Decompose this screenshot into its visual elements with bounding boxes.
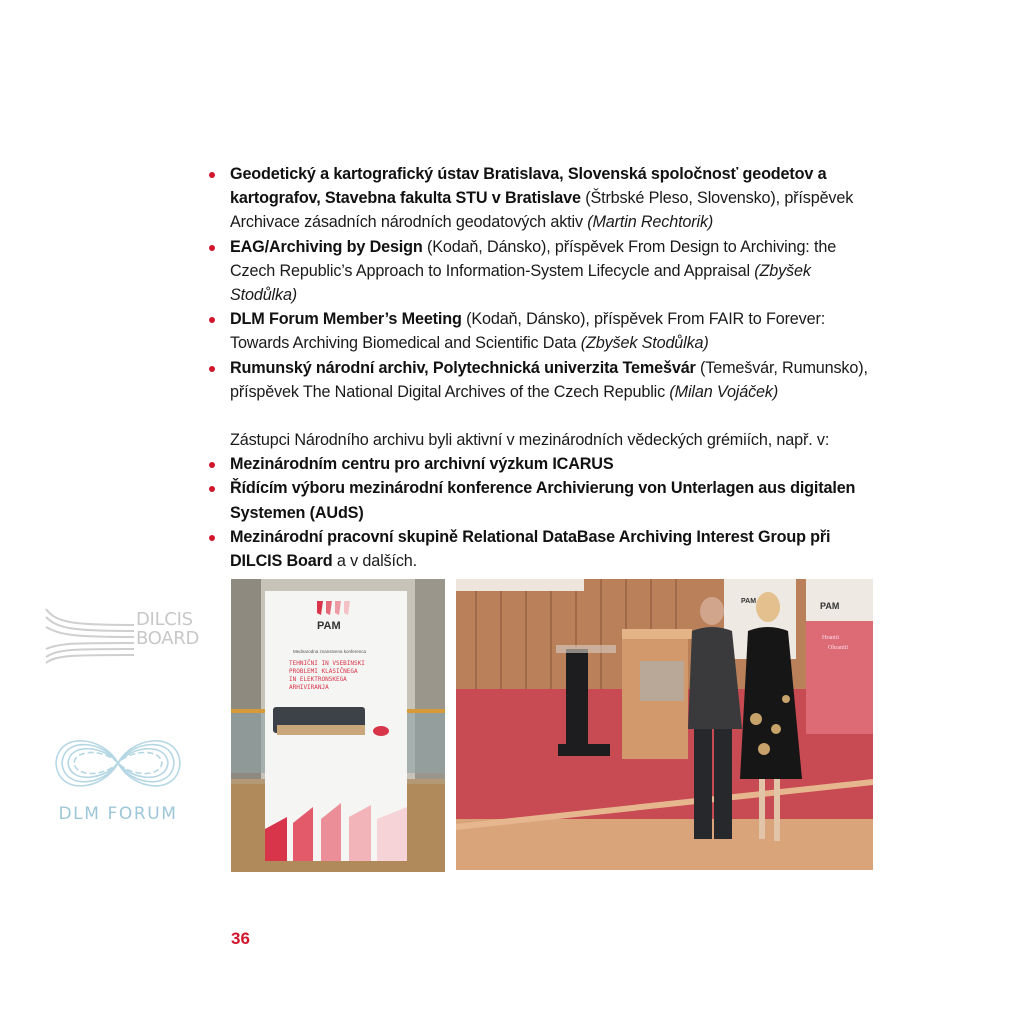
committee-rest: a v dalších. [332, 552, 417, 571]
committees-list [208, 452, 868, 573]
event-details: (Temešvár, Rumunsko), příspěvek The National Digital Archives of the Czech Republic [230, 358, 868, 401]
svg-text:Ohraniti: Ohraniti [828, 645, 848, 651]
svg-text:PAM: PAM [741, 598, 757, 605]
event-institution: Geodetický a kartografický ústav Bratislava, Slovenská spoločnosť geodetov a kartografov, Stavebna fakulta STU v Bratislave [230, 165, 827, 208]
event-details: (Štrbské Pleso, Slovensko), příspěvek Archivace zásadních národních geodatových aktiv [230, 189, 854, 232]
dlm-logo-text: DLM FORUM [58, 804, 178, 824]
page-number: 36 [231, 929, 250, 948]
event-institution: DLM Forum Member’s Meeting [230, 310, 462, 329]
list-item [208, 525, 868, 573]
committee-name: Řídícím výboru mezinárodní konference Archivierung von Unterlagen aus digitalen Systemen (AUdS) [230, 479, 856, 522]
svg-text:ARHIVIRANJA: ARHIVIRANJA [289, 684, 329, 691]
committee-name: Mezinárodní pracovní skupině Relational DataBase Archiving Interest Group při DILCIS Board [230, 527, 831, 571]
main-text [208, 162, 868, 573]
dlm-forum-logo [48, 726, 188, 826]
event-author: (Zbyšek Stodůlka) [230, 261, 811, 305]
svg-text:PROBLEMI KLASIČNEGA: PROBLEMI KLASIČNEGA [289, 668, 358, 675]
event-institution: EAG/Archiving by Design [230, 237, 423, 256]
list-item [208, 452, 868, 476]
event-author: (Zbyšek Stodůlka) [580, 334, 709, 353]
dilcis-logo-line1: DILCIS [136, 609, 193, 630]
list-item [208, 356, 868, 404]
list-item [208, 162, 868, 235]
conference-banner-photo [231, 579, 445, 872]
dilcis-lines-icon [44, 605, 139, 665]
events-list [208, 162, 868, 404]
svg-text:IN ELEKTRONSKEGA: IN ELEKTRONSKEGA [289, 676, 347, 683]
committees-intro: Zástupci Národního archivu byli aktivní v mezinárodních vědeckých grémiích, např. v: [230, 431, 830, 450]
event-details: (Kodaň, Dánsko), příspěvek From FAIR to Forever: Towards Archiving Biomedical and Scientific Data [230, 310, 826, 353]
svg-text:Mednarodna znanstvena konferen: Mednarodna znanstvena konferenca [293, 649, 367, 654]
list-item [208, 235, 868, 308]
committee-name: Mezinárodním centru pro archivní výzkum ICARUS [230, 455, 614, 474]
event-institution: Rumunský národní archiv, Polytechnická univerzita Temešvár [230, 358, 696, 377]
event-author: (Milan Vojáček) [669, 382, 779, 401]
stage-photo-image [456, 579, 873, 870]
list-item [208, 476, 868, 524]
svg-text:Hraniti: Hraniti [822, 635, 839, 641]
dilcis-board-logo [44, 605, 200, 665]
banner-photo-image [231, 579, 445, 872]
event-details: (Kodaň, Dánsko), příspěvek From Design to Archiving: the Czech Republic’s Approach to Information-System Lifecycle and Appraisal [230, 237, 837, 280]
svg-text:TEHNIČNI IN VSEBINSKI: TEHNIČNI IN VSEBINSKI [289, 660, 365, 667]
event-author: (Martin Rechtorik) [587, 213, 714, 232]
list-item [208, 307, 868, 355]
infinity-icon [48, 726, 188, 801]
svg-text:PAM: PAM [820, 601, 840, 611]
dilcis-logo-text [136, 610, 199, 648]
dilcis-logo-line2: BOARD [136, 628, 200, 649]
svg-text:PAM: PAM [317, 620, 341, 632]
conference-stage-photo [456, 579, 873, 870]
